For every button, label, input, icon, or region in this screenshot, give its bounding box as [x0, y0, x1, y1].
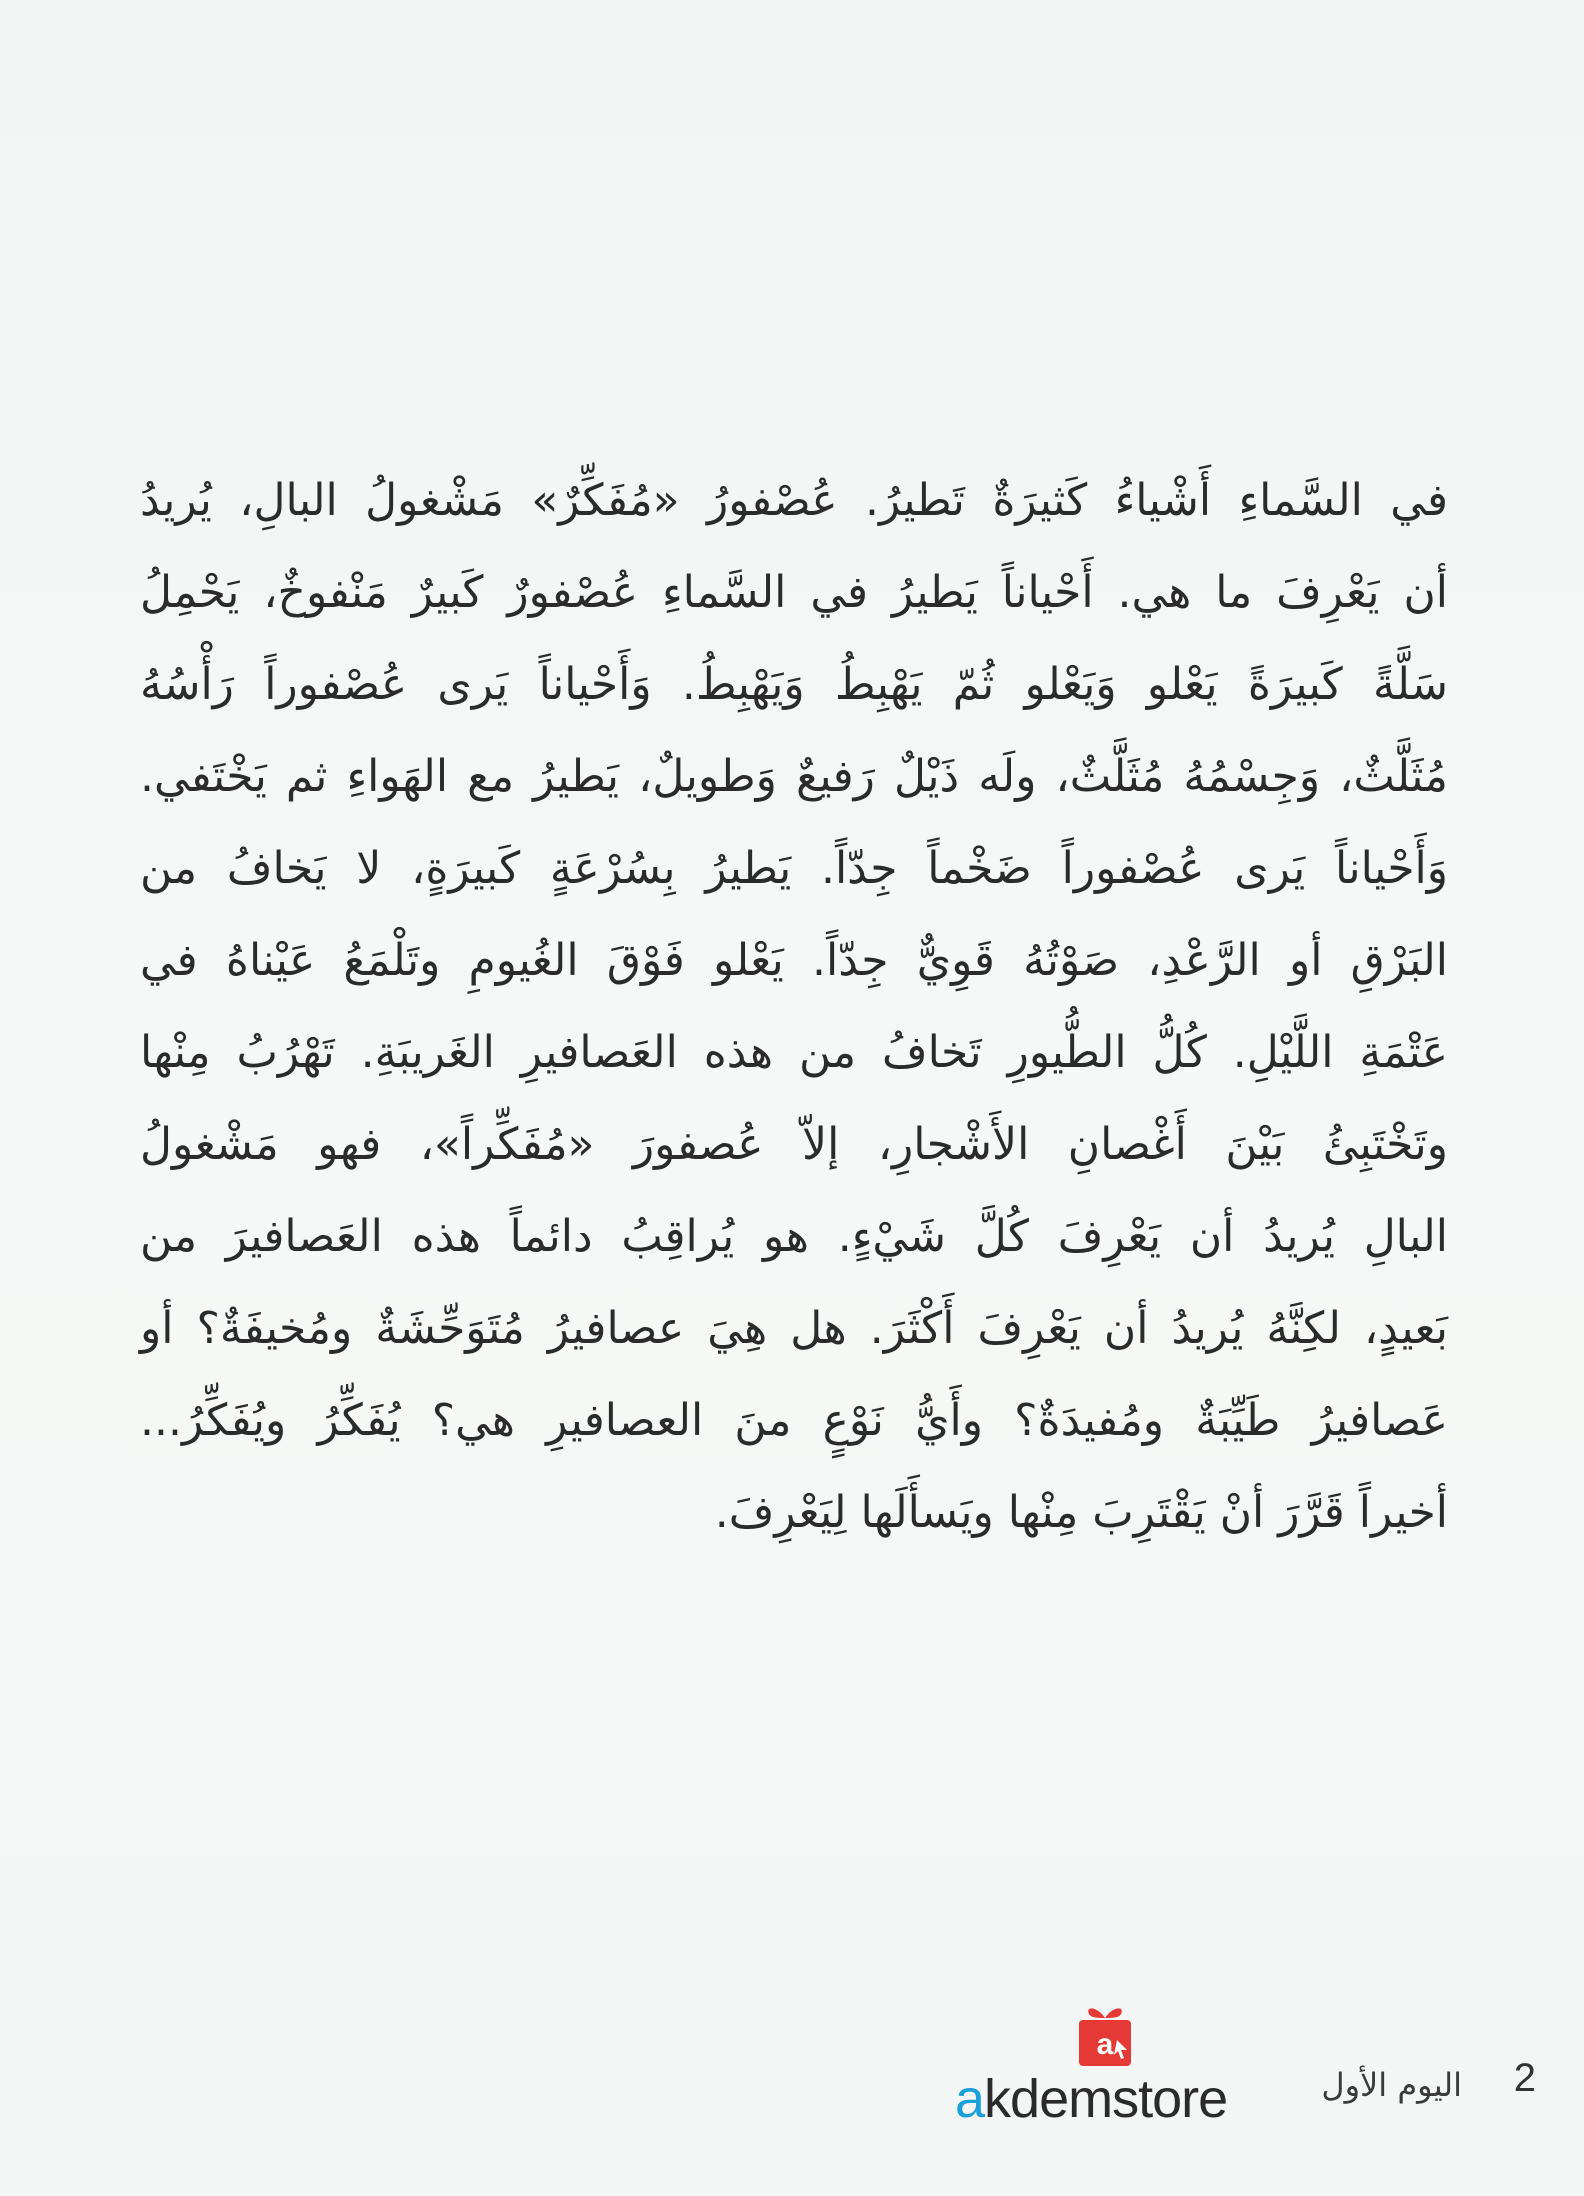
story-line: في السَّماءِ أَشْياءُ كَثيرَةٌ تَطيرُ. عُصْفورُ «مُفَكِّرٌ» مَشْغولُ البالِ، يُريدُ — [140, 475, 1448, 526]
svg-text:a: a — [1096, 2028, 1114, 2061]
story-line: عَتْمَةِ اللَّيْلِ. كُلُّ الطُّيورِ تَخافُ من هذه العَصافيرِ الغَريبَةِ. تَهْرُبُ مِنْها — [140, 1027, 1448, 1078]
story-line: البالِ يُريدُ أن يَعْرِفَ كُلَّ شَيْءٍ. هو يُراقِبُ دائماً هذه العَصافيرَ من — [140, 1211, 1448, 1262]
logo-wordmark-rest: kdemstore — [984, 2069, 1228, 2129]
story-line: وَأَحْياناً يَرى عُصْفوراً ضَخْماً جِدّاً. يَطيرُ بِسُرْعَةٍ كَبيرَةٍ، لا يَخافُ من — [140, 843, 1448, 894]
story-line: مُثَلَّثٌ، وَجِسْمُهُ مُثَلَّثٌ، ولَه ذَيْلٌ رَفيعٌ وَطويلٌ، يَطيرُ مع الهَواءِ ثم يَخْتَفي. — [140, 751, 1448, 802]
running-title: اليوم الأول — [1321, 2066, 1462, 2104]
story-line: أخيراً قَرَّرَ أنْ يَقْتَرِبَ مِنْها ويَسأَلَها لِيَعْرِفَ. — [714, 1487, 1448, 1538]
logo-wordmark-accent: a — [955, 2069, 985, 2129]
story-line: وتَخْتَبِئُ بَيْنَ أَغْصانِ الأَشْجارِ، إلاّ عُصفورَ «مُفَكِّراً»، فهو مَشْغولُ — [140, 1119, 1448, 1170]
logo-wordmark — [955, 2068, 1227, 2130]
story-line: بَعيدٍ، لكِنَّهُ يُريدُ أن يَعْرِفَ أَكْثَرَ. هل هِيَ عصافيرُ مُتَوَحِّشَةٌ ومُخيفَةٌ؟ أو — [140, 1303, 1448, 1354]
gift-book-icon — [1073, 2000, 1137, 2070]
publisher-logo — [955, 2000, 1255, 2130]
story-line: سَلَّةً كَبيرَةً يَعْلو وَيَعْلو ثُمّ يَهْبِطُ وَيَهْبِطُ. وَأَحْياناً يَرى عُصْفوراً رَأْسُهُ — [140, 659, 1448, 710]
story-line: البَرْقِ أو الرَّعْدِ، صَوْتُهُ قَوِيٌّ جِدّاً. يَعْلو فَوْقَ الغُيومِ وتَلْمَعُ عَيْناهُ في — [140, 935, 1448, 986]
story-line: عَصافيرُ طَيِّبَةٌ ومُفيدَةٌ؟ وأَيُّ نَوْعٍ منَ العصافيرِ هي؟ يُفَكِّرُ ويُفَكِّرُ... — [140, 1395, 1448, 1446]
story-text — [140, 455, 1448, 1559]
page-number: 2 — [1513, 2056, 1536, 2100]
story-line: أن يَعْرِفَ ما هي. أَحْياناً يَطيرُ في السَّماءِ عُصْفورٌ كَبيرٌ مَنْفوخٌ، يَحْمِلُ — [140, 567, 1448, 618]
